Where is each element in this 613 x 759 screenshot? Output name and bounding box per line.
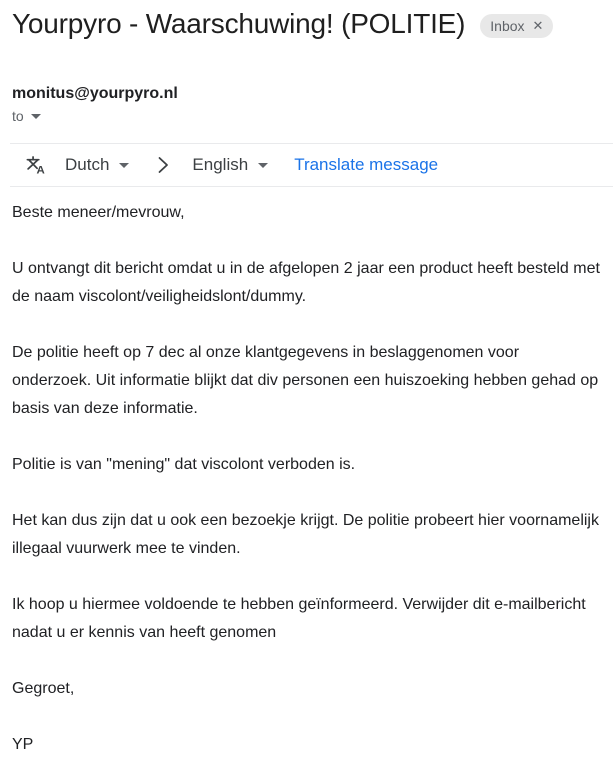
body-paragraph: Gegroet, [12,680,75,697]
body-paragraph: Het kan dus zijn dat u ook een bezoekje krijgt. De politie probeert hier voornamelijk illegaal vuurwerk mee te vinden. [12,512,599,557]
email-subject: Yourpyro - Waarschuwing! (POLITIE) [12,8,466,39]
remove-label-icon[interactable]: ✕ [532,18,544,33]
to-recipient-dropdown[interactable] [12,108,41,124]
to-label: to [12,108,24,124]
body-paragraph: De politie heeft op 7 dec al onze klantgegevens in beslaggenomen voor onderzoek. Uit informatie blijkt dat div personen een huiszoeking hebben gehad op basis van deze informatie. [12,344,599,417]
subject-row [12,8,601,40]
target-language-label: English [192,155,249,174]
target-language-dropdown[interactable] [192,155,268,175]
sender-email[interactable]: monitus@yourpyro.nl [12,85,178,102]
translate-bar [10,143,613,187]
body-paragraph: Politie is van "mening" dat viscolont verboden is. [12,456,356,473]
translate-icon [25,154,47,176]
source-language-dropdown[interactable] [65,155,129,175]
email-body [12,199,601,759]
inbox-label-text: Inbox [490,17,525,34]
body-paragraph: U ontvangt dit bericht omdat u in de afgelopen 2 jaar een product heeft besteld met de naam viscolont/veiligheidslont/dummy. [12,260,600,305]
email-view [0,8,613,759]
chevron-right-icon [157,156,169,174]
inbox-label-chip[interactable] [480,14,553,38]
source-language-label: Dutch [65,155,110,174]
body-paragraph: Beste meneer/mevrouw, [12,204,185,221]
chevron-down-icon [119,163,129,168]
chevron-down-icon [31,114,41,119]
svg-text:A: A [36,164,45,176]
body-paragraph: Ik hoop u hiermee voldoende te hebben geïnformeerd. Verwijder dit e-mailbericht nadat u er kennis van heeft genomen [12,596,586,641]
translate-message-button[interactable]: Translate message [294,155,439,174]
body-paragraph: YP [12,736,34,753]
sender-block [12,85,601,126]
chevron-down-icon [258,163,268,168]
